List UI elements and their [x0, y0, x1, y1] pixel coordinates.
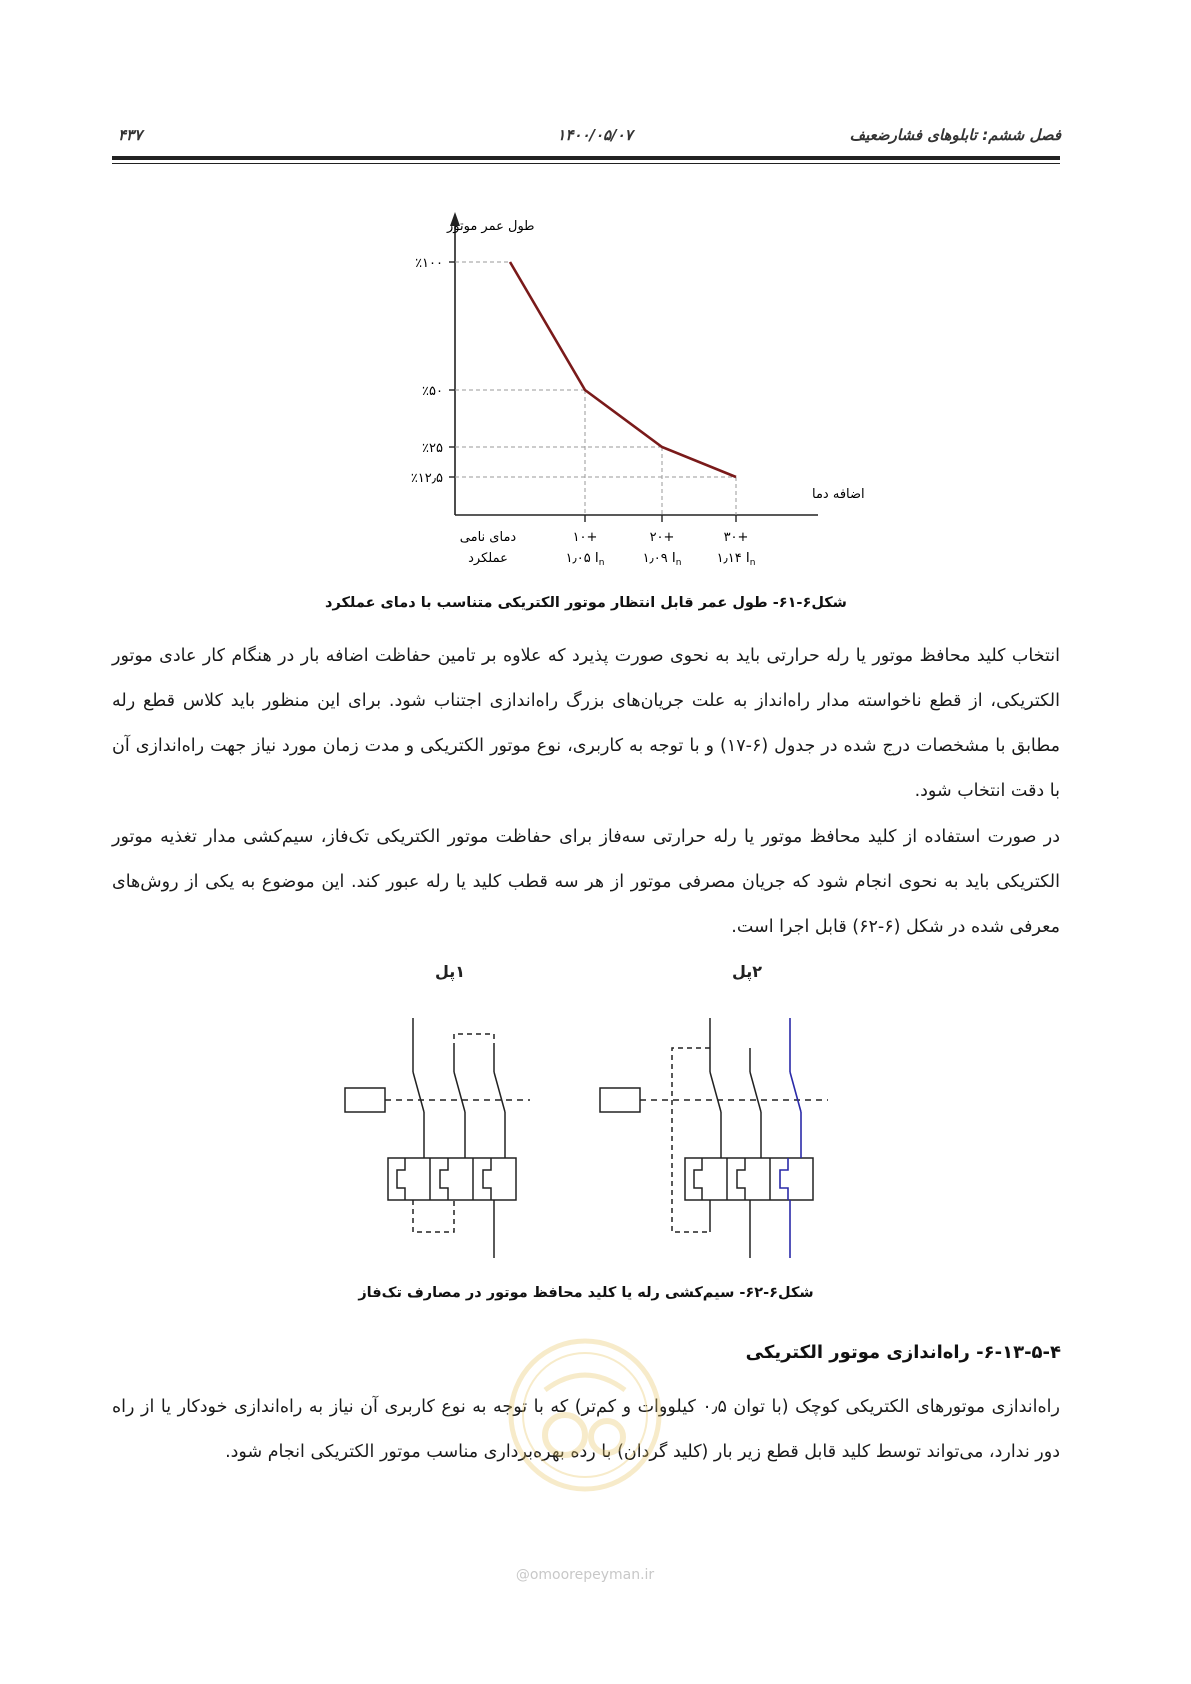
- paragraph-1: انتخاب کلید محافظ موتور یا رله حرارتی باید به نحوی صورت پذیرد که علاوه بر تامین حفاظت اضافه بار در هنگام کار عادی موتور الکتریکی، از قطع ناخواسته مدار راه‌انداز به علت جریان‌های بزرگ راه‌اندازی اجتناب شود. برای این منظور باید کلاس قطع رله مطابق با مشخصات درج شده در جدول (۶-۱۷) و با توجه به کاربری، نوع موتور الکتریکی و مدت زمان مورد نیاز جهت راه‌اندازی آن با دقت انتخاب شود.: [112, 646, 1060, 801]
- wiring-diagram: [330, 1000, 850, 1275]
- watermark-text: @omoorepeyman.ir: [515, 1567, 655, 1583]
- figure-61-caption: شکل۶-۶۱- طول عمر قابل انتظار موتور الکتریکی متناسب با دمای عملکرد: [325, 595, 847, 611]
- page-number: ۴۳۷: [118, 126, 143, 144]
- header-date: ۱۴۰۰/۰۵/۰۷: [557, 126, 633, 144]
- figure-62-caption: شکل۶-۶۲- سیم‌کشی رله یا کلید محافظ موتور در مصارف تک‌فاز: [358, 1285, 814, 1301]
- y-tick-label: ٪۱۲٫۵: [410, 471, 443, 486]
- diagram-1-pole: [345, 1018, 530, 1258]
- x-tick-label: +۲۰: [649, 530, 675, 545]
- watermark-seal-icon: [505, 1335, 665, 1495]
- y-tick-label: ٪۱۰۰: [415, 256, 443, 271]
- x-axis-label: اضافه دما: [812, 487, 865, 502]
- section-heading: ۶-۱۳-۵-۴- راه‌اندازی موتور الکتریکی: [745, 1342, 1061, 1363]
- x-tick-sublabel: ۱٫۰۵ $I_n$: [565, 551, 605, 568]
- y-tick-label: ٪۵۰: [422, 384, 443, 399]
- chapter-title: فصل ششم: تابلوهای فشارضعیف: [849, 126, 1061, 144]
- x-tick-sublabel: ۱٫۰۹ $I_n$: [642, 551, 682, 568]
- diagram-2-pole: [600, 1018, 828, 1258]
- x-tick-sublabel: عملکرد: [468, 551, 508, 566]
- highlighted-third-pole: [780, 1018, 801, 1258]
- y-tick-labels: [411, 256, 455, 486]
- header-rule-thick: [112, 156, 1060, 160]
- x-tick-label: +۱۰: [572, 530, 598, 545]
- x-tick-labels: [460, 515, 756, 568]
- label-1-pole: ۱پل: [435, 962, 466, 981]
- section-paragraph: راه‌اندازی موتورهای الکتریکی کوچک (با توان ۰٫۵ کیلووات و کم‌تر) که با توجه به نوع کاربری آن نیاز به راه‌اندازی خودکار یا از راه دور ندارد، می‌تواند توسط کلید قابل قطع زیر بار (کلید گردان) با رده بهره‌برداری مناسب موتور الکتریکی انجام شود.: [112, 1397, 1060, 1462]
- motor-life-chart: [330, 200, 865, 580]
- x-tick-label: +۳۰: [723, 530, 749, 545]
- paragraph-2: در صورت استفاده از کلید محافظ موتور یا رله حرارتی سه‌فاز برای حفاظت موتور الکتریکی تک‌فاز، سیم‌کشی مدار تغذیه موتور الکتریکی باید به نحوی انجام شود که جریان مصرفی موتور از هر سه قطب کلید یا رله عبور کند. این موضوع به یکی از روش‌های معرفی شده در شکل (۶-۶۲) قابل اجرا است.: [112, 827, 1060, 937]
- coil-symbol: [345, 1088, 385, 1112]
- header-rule-thin: [112, 163, 1060, 164]
- guide-lines: [455, 262, 736, 515]
- series-line: [510, 262, 736, 477]
- y-axis-label: طول عمر موتور: [447, 219, 535, 234]
- coil-symbol: [600, 1088, 640, 1112]
- y-tick-label: ٪۲۵: [422, 441, 443, 456]
- label-2-pole: ۲پل: [732, 962, 763, 981]
- x-tick-label: دمای نامی: [459, 530, 517, 545]
- x-tick-sublabel: ۱٫۱۴ $I_n$: [716, 551, 756, 568]
